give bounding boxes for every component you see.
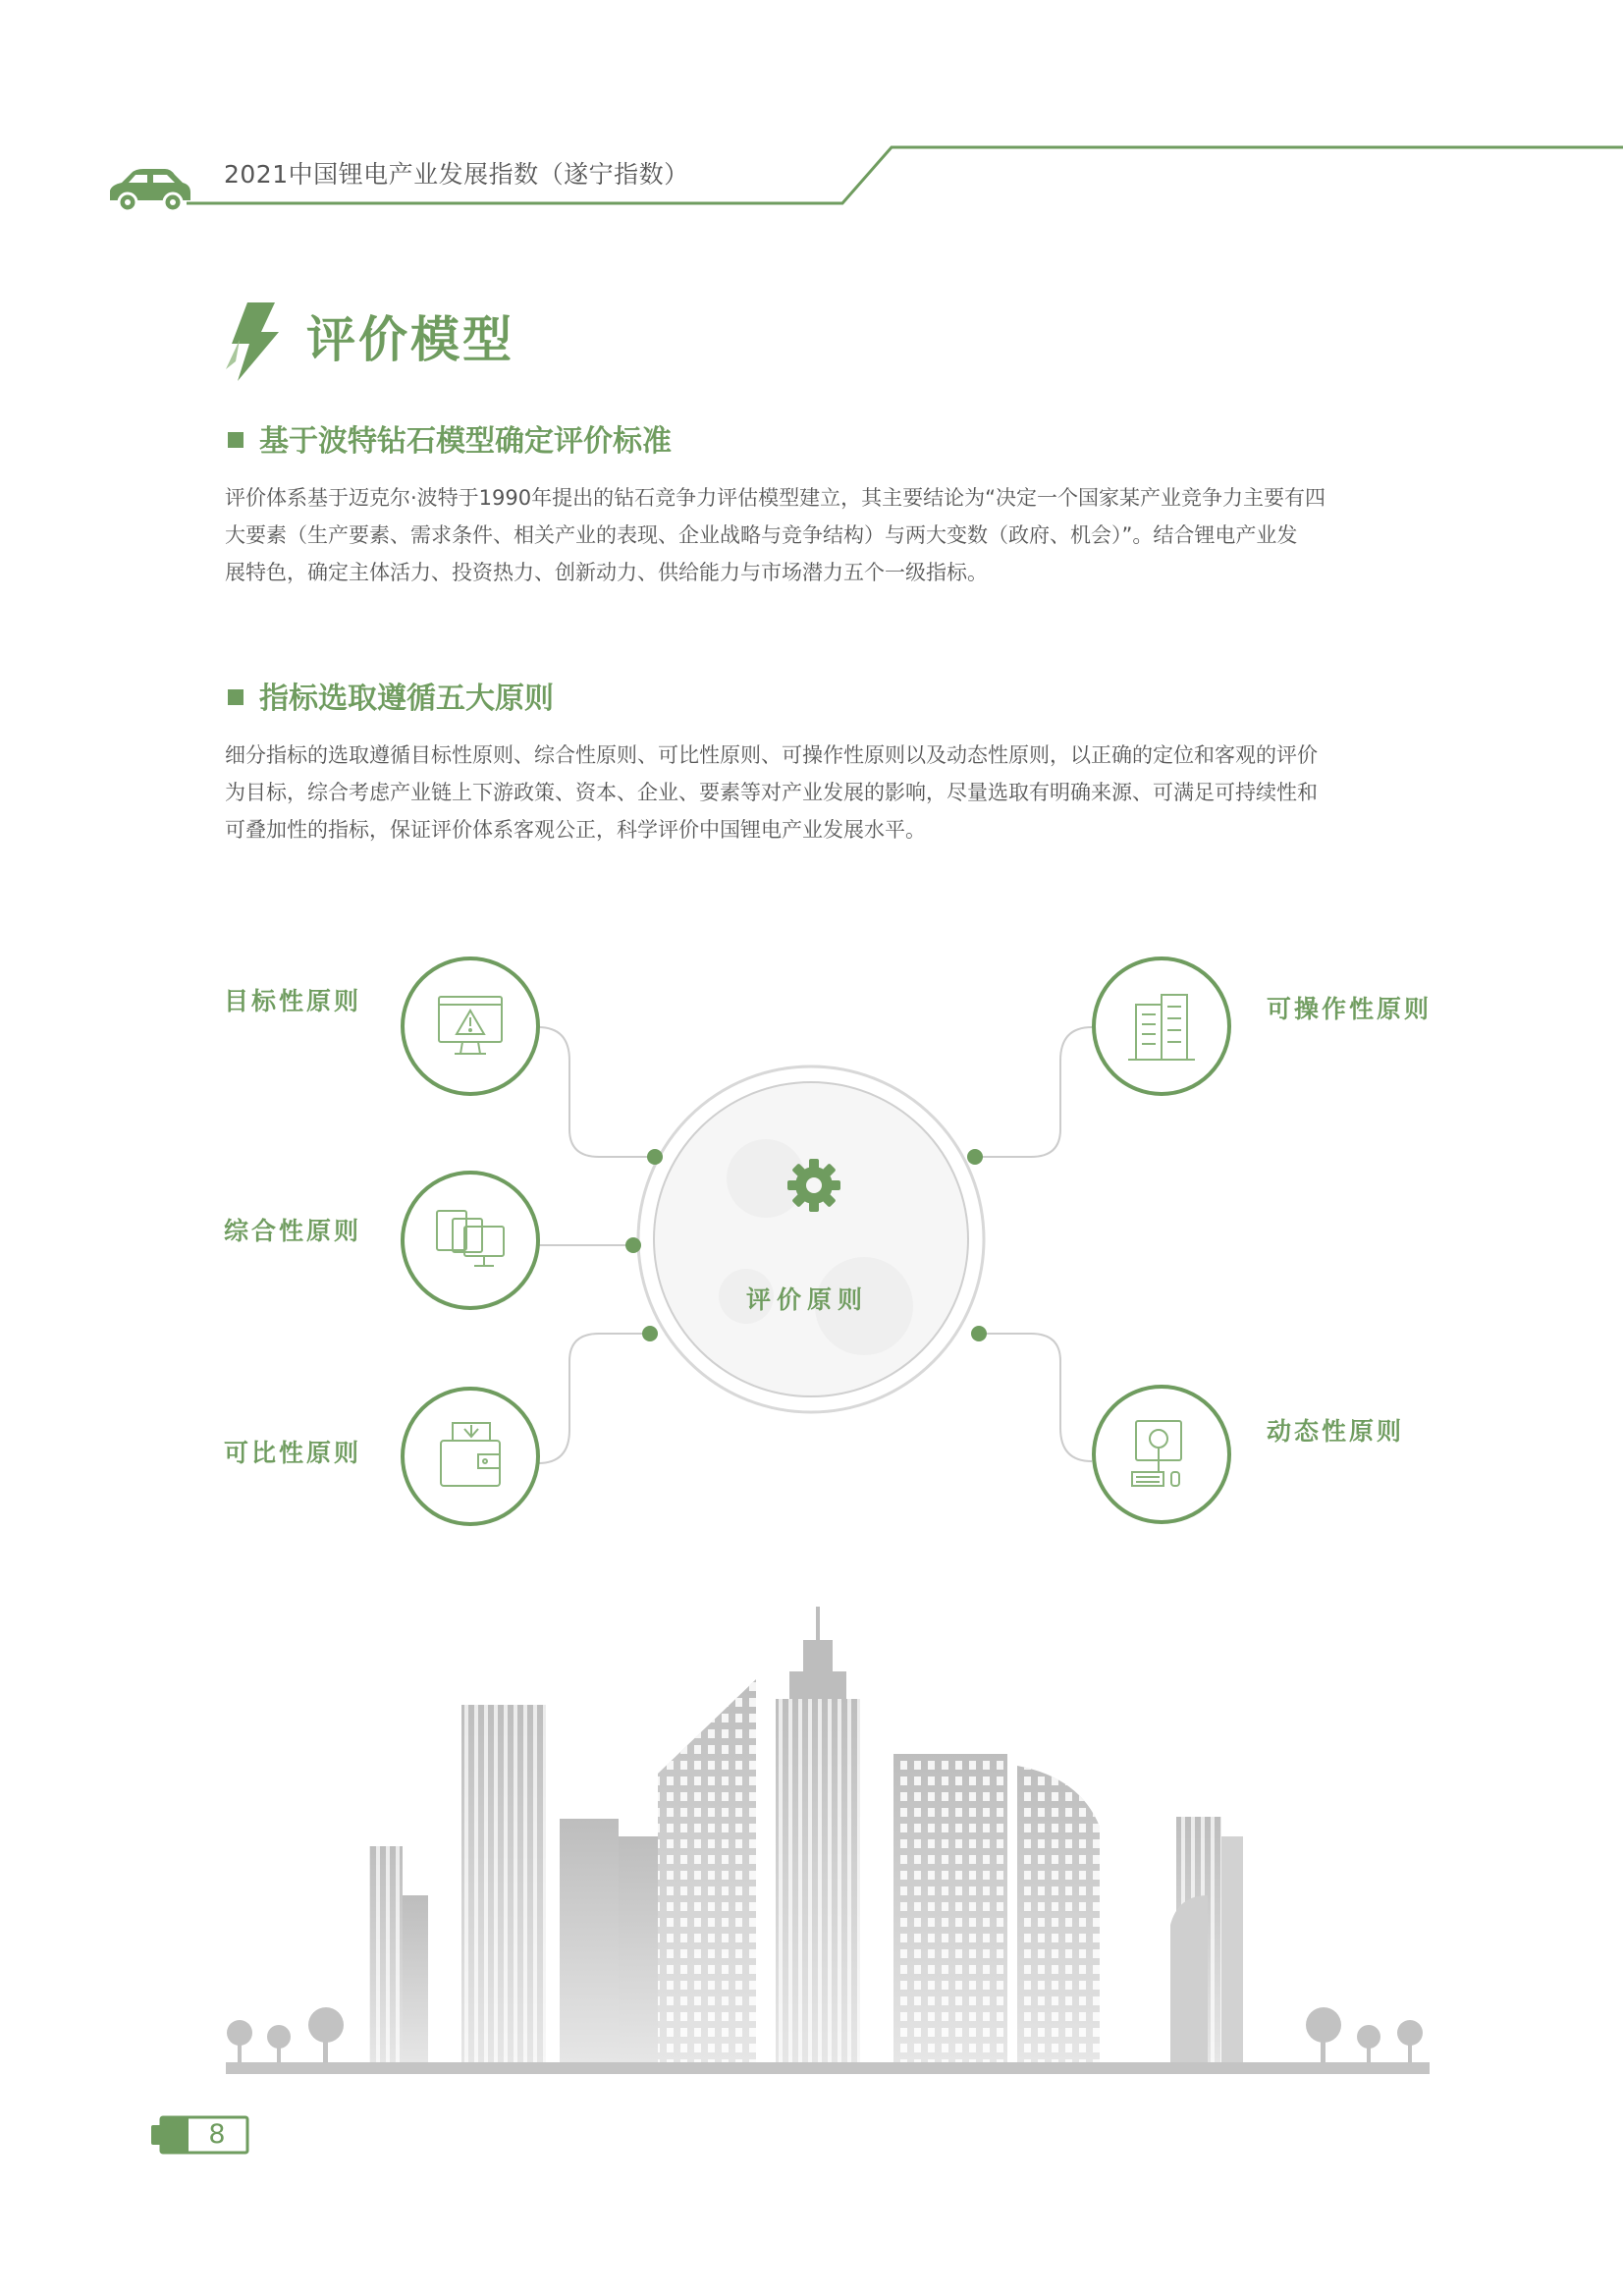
principle-label: 可操作性原则 <box>1267 995 1433 1023</box>
subsection-heading-text: 基于波特钻石模型确定评价标准 <box>259 424 672 459</box>
paragraph <box>225 737 1438 848</box>
principle-circle <box>401 957 540 1096</box>
principle-circle <box>1092 1385 1231 1524</box>
center-label: 评价原则 <box>746 1285 869 1314</box>
paragraph-line: 可叠加性的指标，保证评价体系客观公正，科学评价中国锂电产业发展水平。 <box>225 818 926 842</box>
principle-label: 动态性原则 <box>1267 1417 1405 1446</box>
dashboard-device-icon <box>1122 1415 1201 1494</box>
paragraph-line: 大要素（生产要素、需求条件、相关产业的表现、企业战略与竞争结构）与两大变数（政府、机会）”。结合锂电产业发 <box>225 523 1298 547</box>
principle-circle <box>401 1387 540 1526</box>
principle-circle <box>1092 957 1231 1096</box>
header-title: 2021中国锂电产业发展指数（遂宁指数） <box>224 160 689 189</box>
square-bullet-icon <box>228 432 243 448</box>
principle-label: 综合性原则 <box>224 1217 362 1245</box>
gear-icon <box>785 1157 842 1214</box>
paragraph-line: 展特色，确定主体活力、投资热力、创新动力、供给能力与市场潜力五个一级指标。 <box>225 561 988 584</box>
monitor-warning-icon <box>431 987 510 1066</box>
subsection-heading <box>228 674 554 717</box>
lightning-icon <box>218 301 297 383</box>
subsection-heading <box>228 416 672 460</box>
car-icon <box>104 167 194 214</box>
principle-label: 目标性原则 <box>224 987 362 1015</box>
paragraph-line: 细分指标的选取遵循目标性原则、综合性原则、可比性原则、可操作性原则以及动态性原则，以正确的定位和客观的评价 <box>225 743 1318 767</box>
subsection-heading-text: 指标选取遵循五大原则 <box>259 682 554 716</box>
page-number: 8 <box>208 2119 226 2150</box>
building-icon <box>1122 987 1201 1066</box>
paragraph <box>225 479 1438 591</box>
page-title: 评价模型 <box>306 311 514 368</box>
principle-label: 可比性原则 <box>224 1439 362 1467</box>
paragraph-line: 评价体系基于迈克尔·波特于1990年提出的钻石竞争力评估模型建立，其主要结论为“决定一个国家某产业竞争力主要有四 <box>225 486 1325 510</box>
square-bullet-icon <box>228 689 243 705</box>
multi-screen-icon <box>431 1201 510 1280</box>
wallet-icon <box>431 1417 510 1496</box>
principle-circle <box>401 1171 540 1310</box>
header-line <box>0 0 1623 236</box>
city-skyline <box>196 1601 1473 2092</box>
paragraph-line: 为目标，综合考虑产业链上下游政策、资本、企业、要素等对产业发展的影响，尽量选取有明确来源、可满足可持续性和 <box>225 781 1318 804</box>
